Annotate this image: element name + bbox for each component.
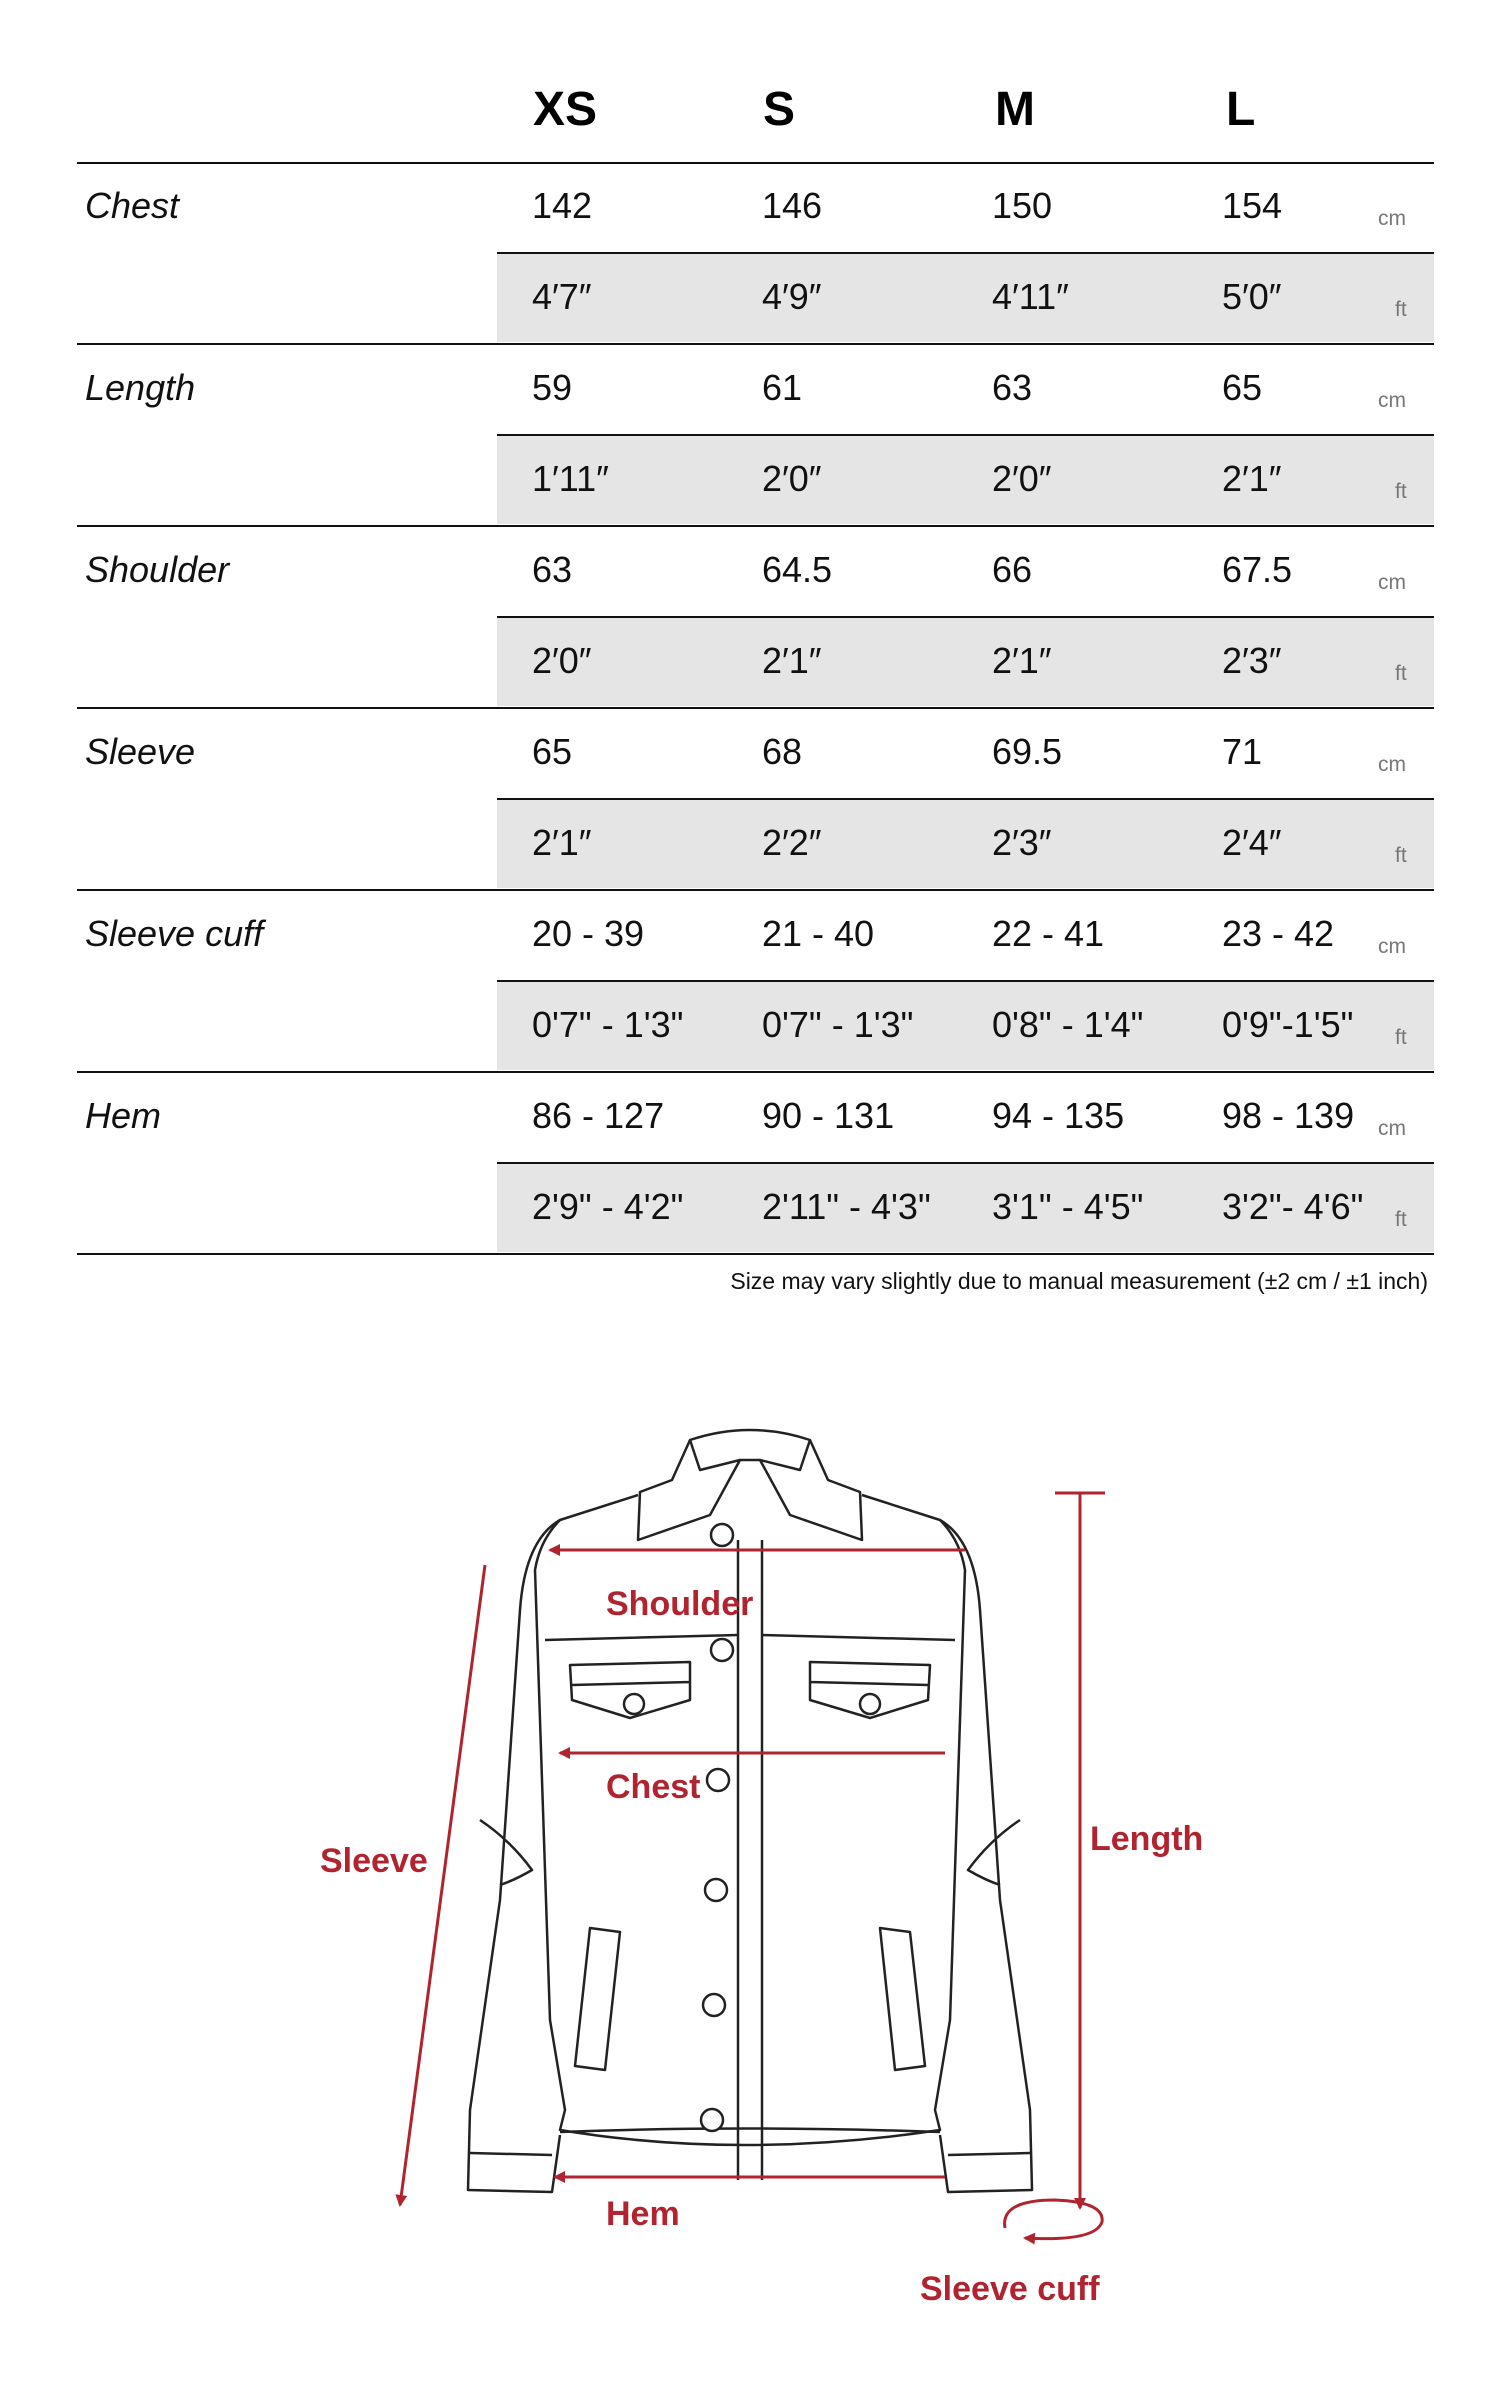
sleeve-cuff-label: Sleeve cuff — [85, 913, 264, 954]
sleeve-bottom-divider — [77, 889, 1434, 891]
length-cm-m: 63 — [992, 367, 1033, 408]
length-ft-xs: 1′11″ — [532, 458, 609, 499]
sleeve-cm-m: 69.5 — [992, 731, 1063, 772]
sleeve-cm-s: 68 — [762, 731, 803, 772]
shoulder-ft-band — [497, 618, 1434, 706]
sleeve-cuff-cm-l: 23 - 42 — [1222, 913, 1335, 954]
jacket-diagram — [0, 1380, 1500, 2320]
chest-label: Chest — [85, 185, 180, 226]
shoulder-cm-unit: cm — [1378, 571, 1406, 594]
shoulder-ft-unit: ft — [1395, 662, 1407, 685]
hem-cm-xs: 86 - 127 — [532, 1095, 665, 1136]
size-header-xs: XS — [533, 83, 598, 136]
chest-ft-xs: 4′7″ — [532, 276, 592, 317]
hem-cm-m: 94 - 135 — [992, 1095, 1125, 1136]
size-header-s: S — [763, 83, 796, 136]
chest-label: Chest — [606, 1768, 701, 1806]
sleeve-cuff-cm-xs: 20 - 39 — [532, 913, 645, 954]
chest-ft-l: 5′0″ — [1222, 276, 1282, 317]
header-divider — [77, 162, 1434, 164]
length-bottom-divider — [77, 525, 1434, 527]
chest-cm-l: 154 — [1222, 185, 1283, 226]
hem-ft-m: 3'1" - 4'5" — [992, 1186, 1144, 1227]
shoulder-cm-m: 66 — [992, 549, 1033, 590]
sleeve-ft-s: 2′2″ — [762, 822, 822, 863]
sleeve-ft-xs: 2′1″ — [532, 822, 592, 863]
sleeve-cuff-row-divider — [497, 980, 1434, 982]
shoulder-cm-l: 67.5 — [1222, 549, 1293, 590]
sleeve-cuff-ft-m: 0'8" - 1'4" — [992, 1004, 1144, 1045]
chest-cm-m: 150 — [992, 185, 1053, 226]
length-cm-xs: 59 — [532, 367, 573, 408]
sleeve-cm-l: 71 — [1222, 731, 1263, 772]
length-cm-l: 65 — [1222, 367, 1263, 408]
shoulder-row-divider — [497, 616, 1434, 618]
length-ft-s: 2′0″ — [762, 458, 822, 499]
length-label: Length — [85, 367, 196, 408]
sleeve-cuff-label: Sleeve cuff — [920, 2270, 1100, 2308]
length-cm-s: 61 — [762, 367, 803, 408]
hem-row-divider — [497, 1162, 1434, 1164]
chest-row-divider — [497, 252, 1434, 254]
chest-bottom-divider — [77, 343, 1434, 345]
sleeve-label: Sleeve — [85, 731, 196, 772]
shoulder-bottom-divider — [77, 707, 1434, 709]
sleeve-row-divider — [497, 798, 1434, 800]
length-ft-band — [497, 436, 1434, 524]
sleeve-label: Sleeve — [320, 1842, 428, 1880]
hem-cm-l: 98 - 139 — [1222, 1095, 1355, 1136]
length-cm-unit: cm — [1378, 389, 1406, 412]
chest-cm-unit: cm — [1378, 207, 1406, 230]
hem-label: Hem — [85, 1095, 162, 1136]
hem-cm-s: 90 - 131 — [762, 1095, 895, 1136]
length-ft-m: 2′0″ — [992, 458, 1052, 499]
sleeve-ft-m: 2′3″ — [992, 822, 1052, 863]
sleeve-cuff-cm-s: 21 - 40 — [762, 913, 875, 954]
chest-ft-s: 4′9″ — [762, 276, 822, 317]
jacket-outline — [468, 1430, 1032, 2192]
shoulder-ft-xs: 2′0″ — [532, 640, 592, 681]
length-ft-unit: ft — [1395, 480, 1407, 503]
shoulder-ft-s: 2′1″ — [762, 640, 822, 681]
sleeve-ft-band — [497, 800, 1434, 888]
chest-cm-xs: 142 — [532, 185, 593, 226]
chest-ft-unit: ft — [1395, 298, 1407, 321]
chest-ft-m: 4′11″ — [992, 276, 1069, 317]
shoulder-ft-l: 2′3″ — [1222, 640, 1282, 681]
sleeve-ft-l: 2′4″ — [1222, 822, 1282, 863]
hem-ft-xs: 2'9" - 4'2" — [532, 1186, 684, 1227]
shoulder-ft-m: 2′1″ — [992, 640, 1052, 681]
shoulder-label: Shoulder — [606, 1585, 754, 1623]
shoulder-cm-s: 64.5 — [762, 549, 833, 590]
sleeve-cm-unit: cm — [1378, 753, 1406, 776]
hem-ft-unit: ft — [1395, 1208, 1407, 1231]
hem-ft-s: 2'11" - 4'3" — [762, 1186, 931, 1227]
length-row-divider — [497, 434, 1434, 436]
size-header-l: L — [1226, 83, 1256, 136]
chest-ft-band — [497, 254, 1434, 342]
sleeve-cuff-bottom-divider — [77, 1071, 1434, 1073]
length-label: Length — [1090, 1820, 1204, 1858]
hem-cm-unit: cm — [1378, 1117, 1406, 1140]
sleeve-cuff-ft-l: 0'9"-1'5" — [1222, 1004, 1354, 1045]
sleeve-cuff-cm-m: 22 - 41 — [992, 913, 1105, 954]
shoulder-cm-xs: 63 — [532, 549, 573, 590]
shoulder-label: Shoulder — [85, 549, 230, 590]
sleeve-cuff-cm-unit: cm — [1378, 935, 1406, 958]
sleeve-cuff-ft-xs: 0'7" - 1'3" — [532, 1004, 684, 1045]
hem-ft-l: 3'2"- 4'6" — [1222, 1186, 1364, 1227]
hem-bottom-divider — [77, 1253, 1434, 1255]
measurement-note: Size may vary slightly due to manual measurement (±2 cm / ±1 inch) — [730, 1268, 1428, 1294]
sleeve-cm-xs: 65 — [532, 731, 573, 772]
hem-label: Hem — [606, 2195, 680, 2233]
sleeve-cuff-ft-s: 0'7" - 1'3" — [762, 1004, 914, 1045]
chest-cm-s: 146 — [762, 185, 823, 226]
length-ft-l: 2′1″ — [1222, 458, 1282, 499]
sleeve-cuff-ft-unit: ft — [1395, 1026, 1407, 1049]
size-header-m: M — [995, 83, 1035, 136]
sleeve-ft-unit: ft — [1395, 844, 1407, 867]
